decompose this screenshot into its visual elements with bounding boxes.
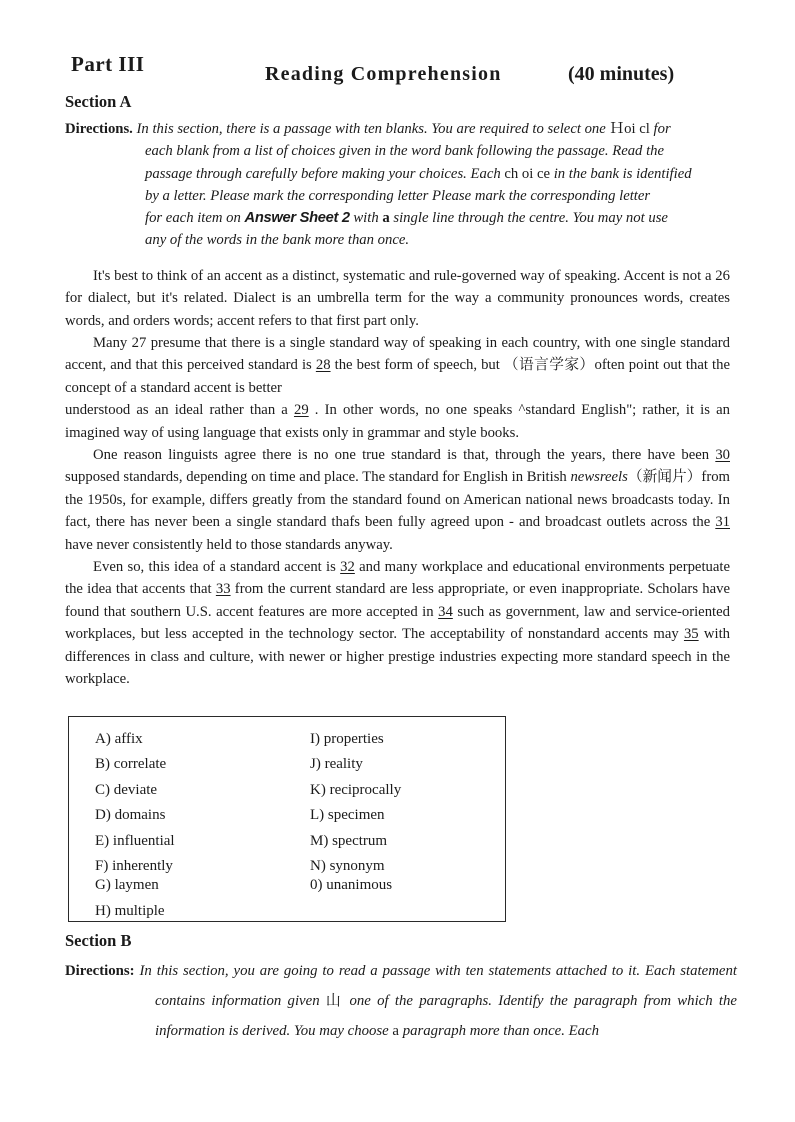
passage — [65, 265, 730, 691]
word-bank-item: L) specimen — [310, 807, 385, 823]
word-bank-item: M) spectrum — [310, 832, 388, 849]
duration-label: (40 minutes) — [568, 63, 675, 85]
word-bank-item: D) domains — [95, 807, 166, 823]
page-header — [0, 52, 795, 92]
word-bank-row — [95, 875, 505, 896]
word-bank-item: K) reciprocally — [310, 781, 402, 798]
word-bank-item: A) affix — [95, 730, 143, 747]
word-bank-row — [95, 780, 505, 801]
word-bank-row — [95, 901, 505, 922]
word-bank-item: G) laymen — [95, 877, 159, 893]
word-bank-item: N) synonym — [310, 858, 385, 874]
word-bank-item: C) deviate — [95, 781, 158, 798]
passage-paragraph-1: It's best to think of an accent as a distinct, systematic and rule-governed way of speaking. Accent is not a 26 for dialect, but it's related. Dialect is an umbrella term for the way a community pronounces words, creates words, and orders words; accent refers to that first part only. — [65, 267, 730, 329]
word-bank-row — [95, 754, 505, 775]
word-bank-item: H) multiple — [95, 902, 165, 919]
word-bank-item: F) inherently — [95, 858, 173, 874]
word-bank-box — [68, 716, 506, 922]
word-bank-row — [95, 805, 505, 826]
word-bank-row — [95, 856, 505, 877]
word-bank-item: I) properties — [310, 730, 384, 747]
word-bank-item: E) influential — [95, 832, 175, 849]
section-a-heading: Section A — [65, 92, 132, 111]
word-bank-row — [95, 729, 505, 750]
word-bank-item: J) reality — [310, 756, 363, 772]
part-label: Part III — [71, 52, 145, 76]
section-a-directions: Directions. In this section, there is a passage with ten blanks. You are required to select one Ｈoi cl for each blank from a list of choices given in the word bank following the passage. Read the passage through carefully before making your choices. Each ch oi ce in the bank is identified by a letter. Please mark the corresponding letter Please mark the corresponding letter for each item on Answer Sheet 2 with a single line through the centre. You may not use any of the words in the bank more than once. — [65, 121, 692, 249]
word-bank-row — [95, 831, 505, 852]
passage-paragraph-3: One reason linguists agree there is no one true standard is that, through the years, there have been 30 supposed standards, depending on time and place. The standard for English in British newsreels（新闻片）from the 1950s, for example, differs greatly from the standard found on American national news broadcasts today. In fact, there has never been a single standard thafs been fully agreed upon - and broadcast outlets across the 31 have never consistently held to those standards anyway. — [65, 447, 730, 553]
passage-paragraph-4: Even so, this idea of a standard accent is 32 and many workplace and educational environments perpetuate the idea that accents that 33 from the current standard are less appropriate, or even inappropriate. Scholars have found that southern U.S. accent features are more accepted in 34 such as government, law and service-oriented workplaces, but less accepted in the technology sector. The acceptability of nonstandard accents may 35 with differences in class and culture, with newer or higher prestige industries expecting more standard speech in the workplace. — [65, 559, 731, 688]
section-b-heading: Section B — [65, 930, 132, 950]
word-bank-item — [310, 901, 505, 922]
passage-paragraph-2: Many 27 presume that there is a single standard way of speaking in each country, with one single standard accent, and that this perceived standard is 28 the best form of speech, but （语言学家）often point out that the concept of a standard accent is better understood as an ideal rather than a 29 . In other words, no one speaks ^standard English"; rather, it is an imagined way of using language that exists only in grammar and style books. — [65, 335, 730, 441]
word-bank-item: B) correlate — [95, 756, 167, 772]
word-bank-item: 0) unanimous — [310, 877, 393, 893]
section-b-directions: Directions: In this section, you are going to read a passage with ten statements attached to it. Each statement contains information given 山 one of the paragraphs. Identify the paragraph from which the information is derived. You may choose a paragraph more than once. Each — [65, 962, 737, 1039]
page-title: Reading Comprehension — [265, 63, 502, 85]
